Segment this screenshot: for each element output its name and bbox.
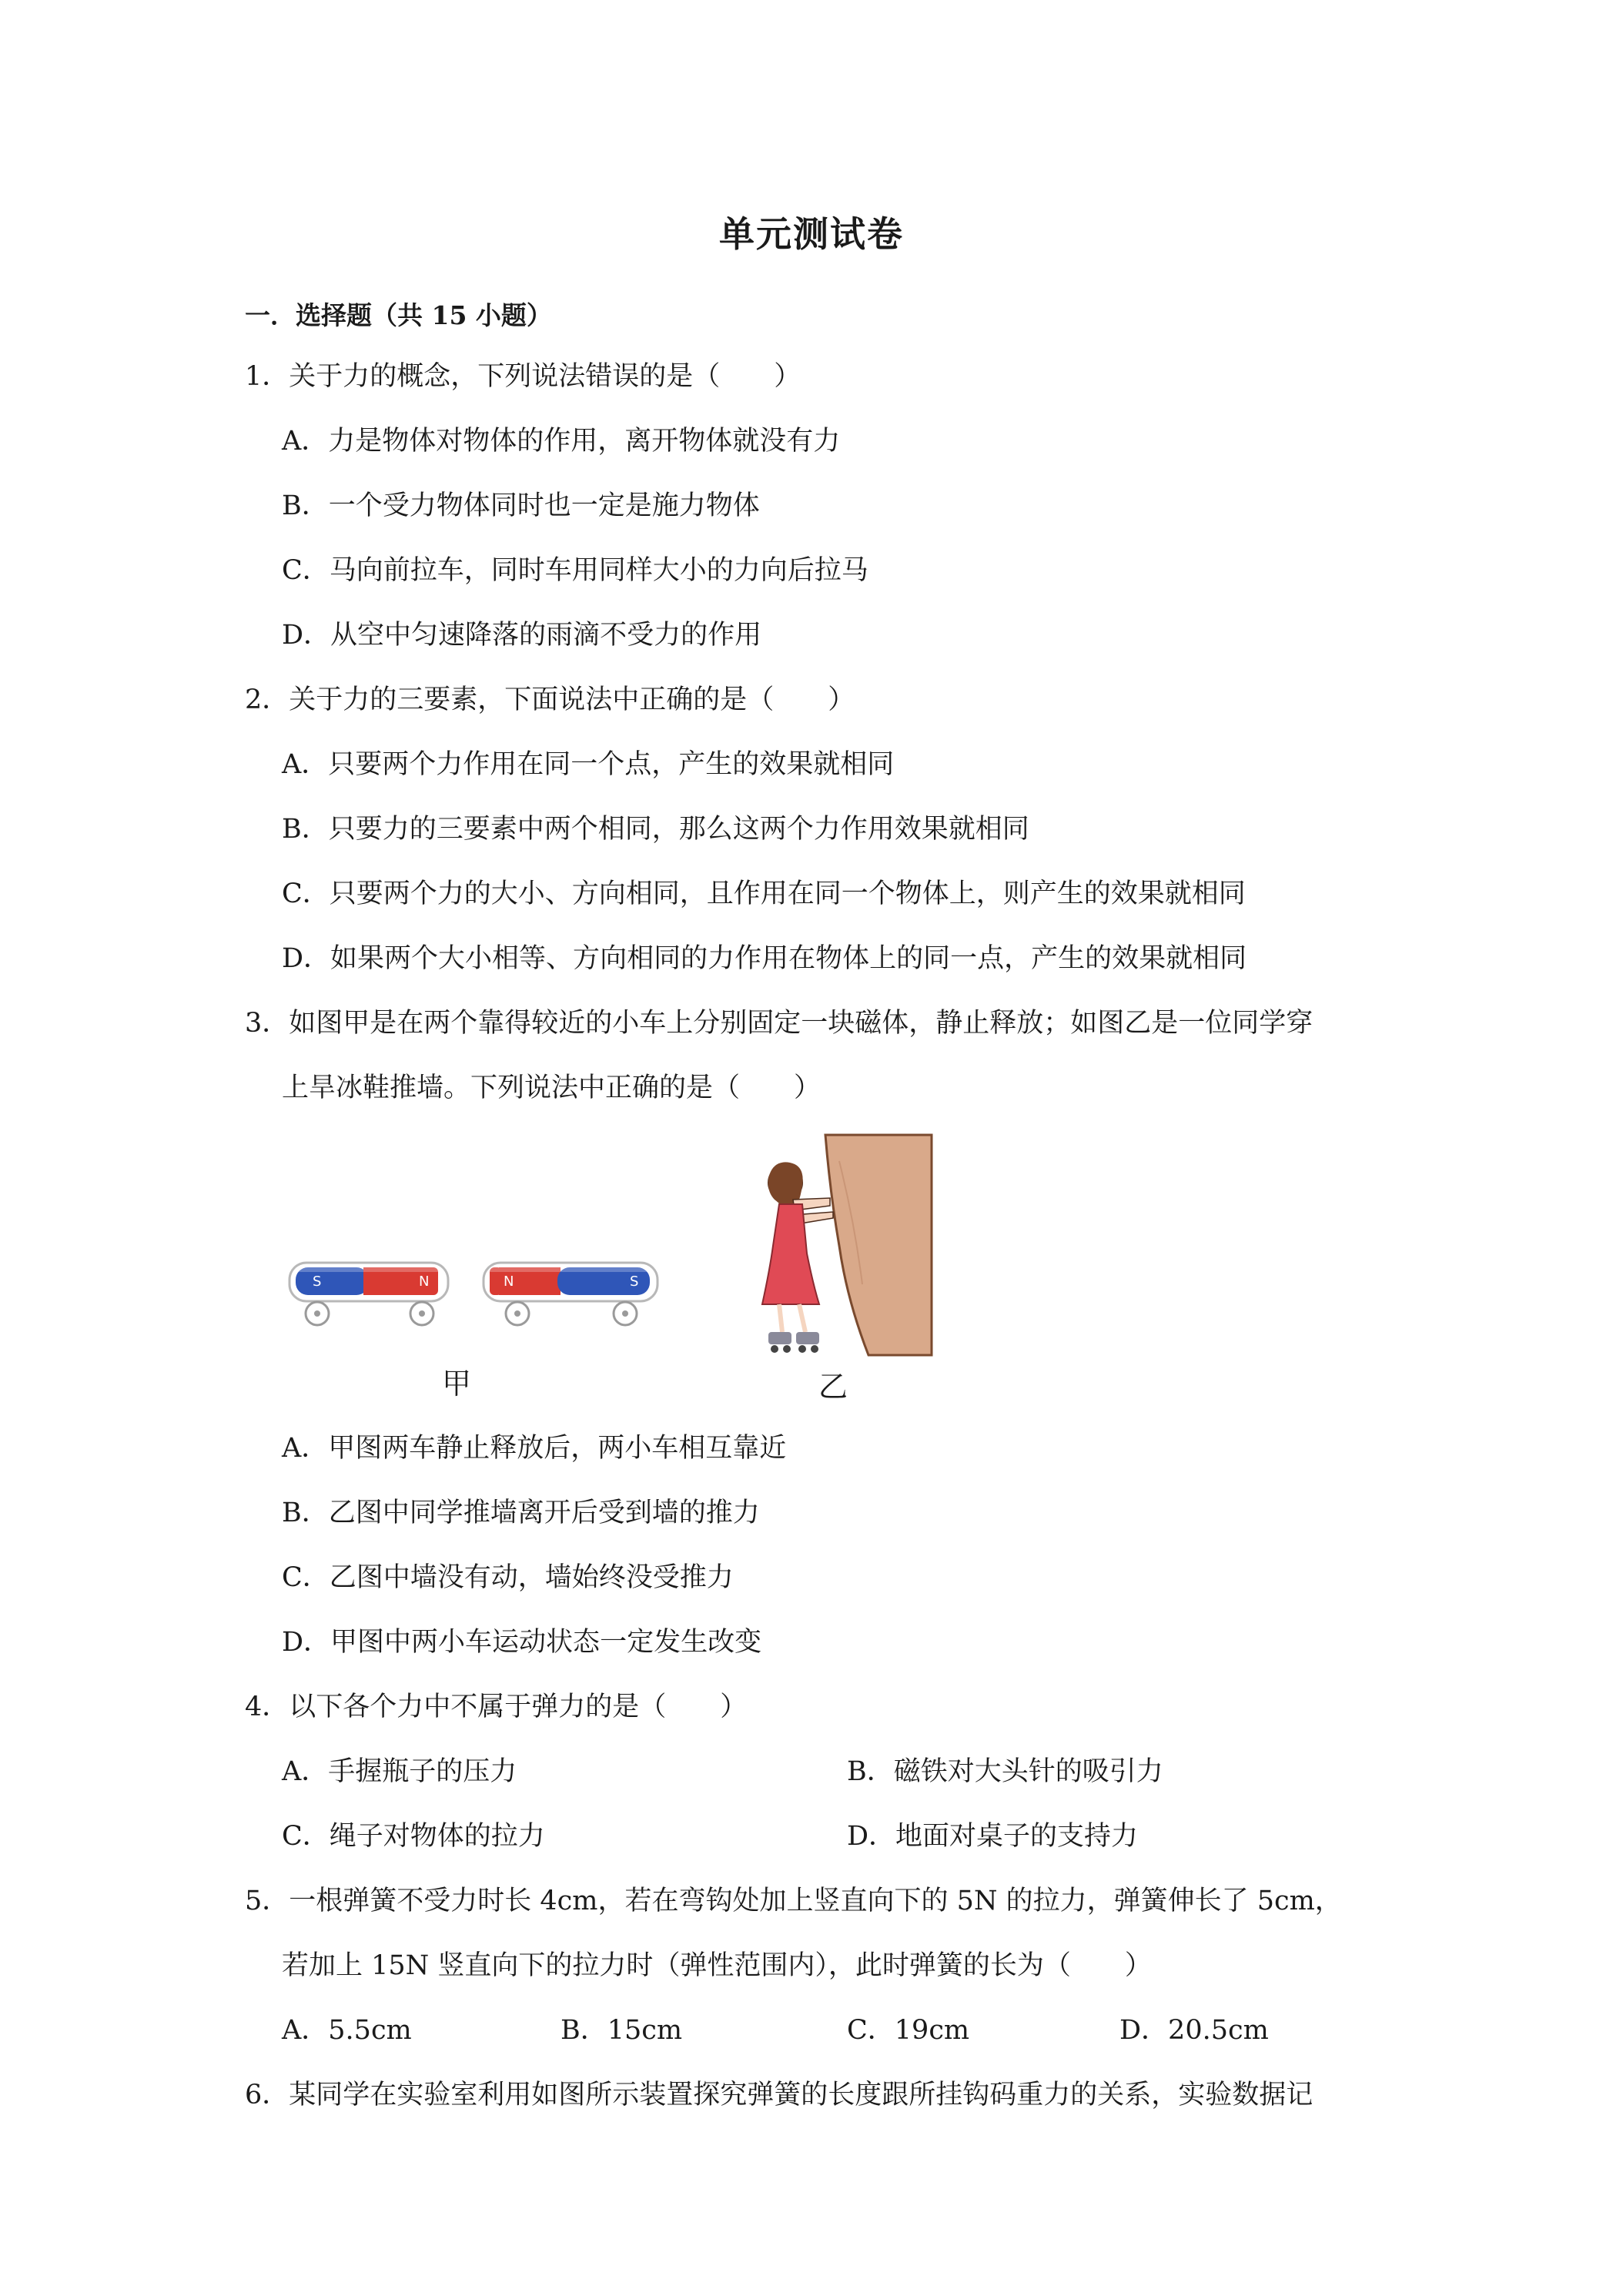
figure-caption-jia: 甲 bbox=[442, 1367, 472, 1401]
question-2-option-a: A．只要两个力作用在同一个点，产生的效果就相同 bbox=[282, 749, 895, 780]
magnet-label: S bbox=[313, 1274, 322, 1290]
question-2-option-b: B．只要力的三要素中两个相同，那么这两个力作用效果就相同 bbox=[282, 814, 1029, 845]
question-5-option-b: B．15cm bbox=[561, 2015, 683, 2046]
question-3-stem: 3．如图甲是在两个靠得较近的小车上分别固定一块磁体，静止释放；如图乙是一位同学穿 bbox=[245, 1008, 1313, 1039]
question-4-option-b: B．磁铁对大头针的吸引力 bbox=[847, 1756, 1163, 1787]
question-1-option-a: A．力是物体对物体的作用，离开物体就没有力 bbox=[282, 426, 841, 457]
question-1-stem: 1．关于力的概念，下列说法错误的是（ ） bbox=[245, 361, 801, 392]
figure-caption-yi: 乙 bbox=[818, 1370, 848, 1404]
question-5-option-d: D．20.5cm bbox=[1119, 2015, 1269, 2046]
question-3-option-a: A．甲图两车静止释放后，两小车相互靠近 bbox=[282, 1433, 787, 1464]
magnet-carts-figure bbox=[286, 1247, 671, 1332]
girl-pushing-wall-figure bbox=[739, 1130, 947, 1361]
question-3-option-b: B．乙图中同学推墙离开后受到墙的推力 bbox=[282, 1498, 760, 1528]
question-4-option-d: D．地面对桌子的支持力 bbox=[847, 1821, 1139, 1852]
question-1-option-b: B．一个受力物体同时也一定是施力物体 bbox=[282, 490, 760, 521]
question-4-stem: 4．以下各个力中不属于弹力的是（ ） bbox=[245, 1692, 748, 1722]
magnet-cart-right bbox=[484, 1263, 658, 1325]
magnet-label: N bbox=[419, 1274, 430, 1290]
question-1-option-d: D．从空中匀速降落的雨滴不受力的作用 bbox=[282, 620, 762, 651]
page-title: 单元测试卷 bbox=[719, 213, 904, 255]
question-3-stem-continued: 上旱冰鞋推墙。下列说法中正确的是（ ） bbox=[282, 1073, 822, 1103]
question-5-option-a: A．5.5cm bbox=[282, 2015, 412, 2046]
question-3-option-d: D．甲图中两小车运动状态一定发生改变 bbox=[282, 1627, 762, 1658]
question-4-option-a: A．手握瓶子的压力 bbox=[282, 1756, 517, 1787]
question-3-option-c: C．乙图中墙没有动，墙始终没受推力 bbox=[282, 1562, 734, 1593]
magnet-label: N bbox=[504, 1274, 514, 1290]
question-2-option-d: D．如果两个大小相等、方向相同的力作用在物体上的同一点，产生的效果就相同 bbox=[282, 943, 1247, 974]
question-5-stem: 5．一根弹簧不受力时长 4cm，若在弯钩处加上竖直向下的 5N 的拉力，弹簧伸长了 5cm， bbox=[245, 1886, 1342, 1916]
section-heading: 一．选择题（共 15 小题） bbox=[245, 300, 552, 330]
question-4-option-c: C．绳子对物体的拉力 bbox=[282, 1821, 545, 1852]
magnet-label: S bbox=[630, 1274, 639, 1290]
question-5-stem-continued: 若加上 15N 竖直向下的拉力时（弹性范围内），此时弹簧的长为（ ） bbox=[282, 1950, 1152, 1981]
question-6-stem: 6．某同学在实验室利用如图所示装置探究弹簧的长度跟所挂钩码重力的关系，实验数据记 bbox=[245, 2080, 1313, 2110]
question-1-option-c: C．马向前拉车，同时车用同样大小的力向后拉马 bbox=[282, 555, 868, 586]
magnet-cart-left bbox=[289, 1263, 448, 1325]
question-5-option-c: C．19cm bbox=[847, 2015, 970, 2046]
question-2-stem: 2．关于力的三要素，下面说法中正确的是（ ） bbox=[245, 684, 855, 715]
question-2-option-c: C．只要两个力的大小、方向相同，且作用在同一个物体上，则产生的效果就相同 bbox=[282, 879, 1246, 909]
